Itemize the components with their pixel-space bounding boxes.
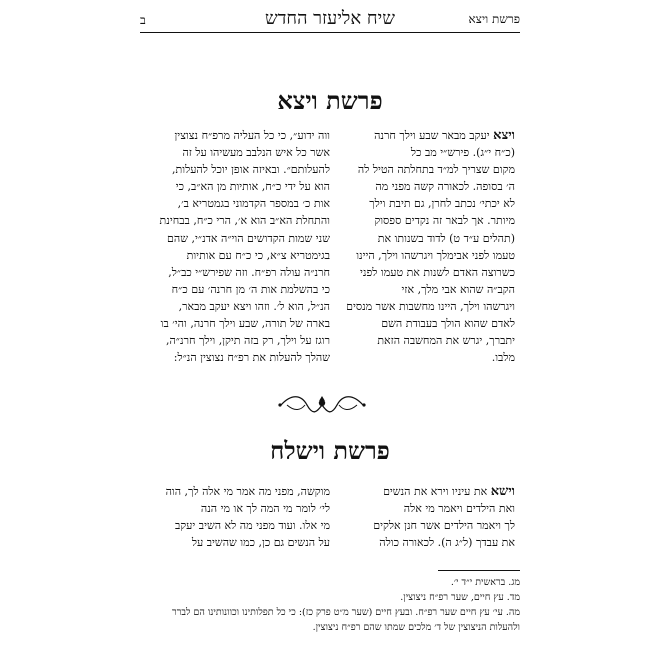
- text-line: את עבדך (ל״ג ה). לכאורה כולה: [379, 536, 515, 550]
- text-line: לי׳ לומר מי המה לך או מי הנה: [200, 502, 330, 516]
- text-line: חרנ״ה עולה רפ״ח. וזה שפירש״י כב״ל,: [168, 265, 330, 279]
- section1-right-column: [345, 127, 515, 366]
- header-parsha-name: פרשת ויצא: [468, 12, 520, 26]
- text-line: אשר כל איש הנלבב מעשיהו על זה: [182, 146, 330, 160]
- text-line: בגימטריא צ״א, כי כ״ח עם אותיות: [186, 248, 330, 262]
- text-line: מוקשה, מפני מה אמר מי אלה לך, הוה: [165, 485, 330, 498]
- text-line: מיותר. אך לבאר זה נקדים ספסוק: [374, 214, 515, 228]
- text-line: על הנשים גם כן, כמו שהשיב על: [191, 536, 330, 550]
- footnote: מד. עץ חיים, שער רפ״ח ניצוצין.: [400, 592, 520, 603]
- text-line: להעלותם״. ובאיזה אופן יוכל להעלות,: [172, 163, 330, 177]
- section1-left-column: [150, 127, 330, 366]
- section2-right-column: [345, 483, 515, 551]
- text-line: שני שמות הקדושים הוי״ה אדנ״י, שהם: [167, 231, 330, 245]
- text-line: ואת הילדים ויאמר מי אלה: [403, 502, 515, 516]
- text-line: ווה ידוע״, כי כל העליה מרפ״ח נצוצין: [174, 129, 330, 142]
- text-line: שהלך להעלות את רפ״ח נצוצין הנ״ל:: [173, 351, 330, 365]
- section-title-vayetzei: פרשת ויצא: [277, 86, 383, 115]
- text-line: לא יכתי׳ נכתב לחרן, גם תיבת וילך: [369, 197, 515, 211]
- text-line: לך ויאמר הילדים אשר חנן אלקים: [373, 519, 515, 533]
- text-line: לאדם שהוא הולך בעבודת השם: [381, 317, 515, 331]
- ornament-divider: [277, 392, 367, 418]
- text-line: מלבו.: [491, 351, 515, 365]
- footnote: מג. בראשית י״ד י׳.: [450, 577, 520, 588]
- text-line: אות כ׳ במספר הקדמוני בגמטריא ב׳,: [177, 197, 330, 211]
- text-line: ויגרשהו וילך, היינו מחשבות אשר מנסים: [346, 299, 515, 313]
- text-line: טעמו לפני אבימלך ויגרשהו וילך, היינו: [356, 248, 515, 262]
- section-title-vayishlach: פרשת וישלח: [270, 436, 390, 465]
- text-line: יתברך, יגרש את המחשבה הזאת: [377, 334, 515, 348]
- header-book-title: שיח אליעזר החדש: [265, 8, 395, 29]
- text-line: בארה של תורה, שבע וילך חרנה, והי׳ בו: [160, 317, 330, 331]
- text-line: וישא את עיניו וירא את הנשים: [383, 484, 515, 499]
- lead-word: וישא: [490, 484, 515, 499]
- text-line: הנ״ל, הוא ל׳. וזהו ויצא יעקב מבאר,: [178, 299, 330, 313]
- running-header: [140, 8, 520, 32]
- footnotes: [140, 575, 520, 635]
- footnote: ולהעלות הניצוצין של ד׳ מלכים שמתו שהם רפ״ח ניצוצין.: [312, 622, 520, 633]
- text-line: ויצא יעקב מבאר שבע וילך חרנה: [374, 128, 515, 143]
- text-line: (תהלים ע״ד ט) לדוד בשנותו את: [377, 231, 515, 245]
- text-line: הוא על ידי כ״ח, אותיות מן הא״ב, כי: [175, 180, 330, 194]
- lead-word: ויצא: [493, 128, 515, 143]
- text-line: מי אלו. ועוד מפני מה לא השיב יעקב: [174, 519, 330, 533]
- text-line: הקב״ה שהוא אבי מלך, אזי: [401, 282, 515, 296]
- header-rule: [140, 32, 520, 33]
- text-line: מקום שצריך למ״ד בתחלתה הטיל לה: [357, 163, 515, 177]
- text-line: ה׳ בסופה. לכאורה קשה מפני מה: [375, 180, 515, 194]
- text-line: כשרוצה האדם לשנות את טעמו לפני: [360, 265, 515, 279]
- text-line: רוגז על וילך, רק בזה תיקן, וילך חרנ״ה,: [165, 334, 330, 348]
- section2-left-column: [150, 483, 330, 551]
- footnote-rule: [438, 570, 520, 571]
- text-line: והתחלת הא״ב הוא א׳, הרי כ״ח, בבחינת: [159, 214, 330, 228]
- text-line: (כ״ח י״ג). פירש״י מב כל: [410, 146, 515, 160]
- text-line: כי בהשלמת אות ה׳ מן חרנה׳ עם כ״ח: [171, 282, 330, 296]
- footnote: מה. עי׳ עץ חיים שער רפ״ח. ובעץ חיים (שער מ״ט פרק כז): כי כל תפלותינו וכוונותינו הם לברר: [172, 607, 520, 618]
- header-page-mark: ב: [140, 13, 146, 27]
